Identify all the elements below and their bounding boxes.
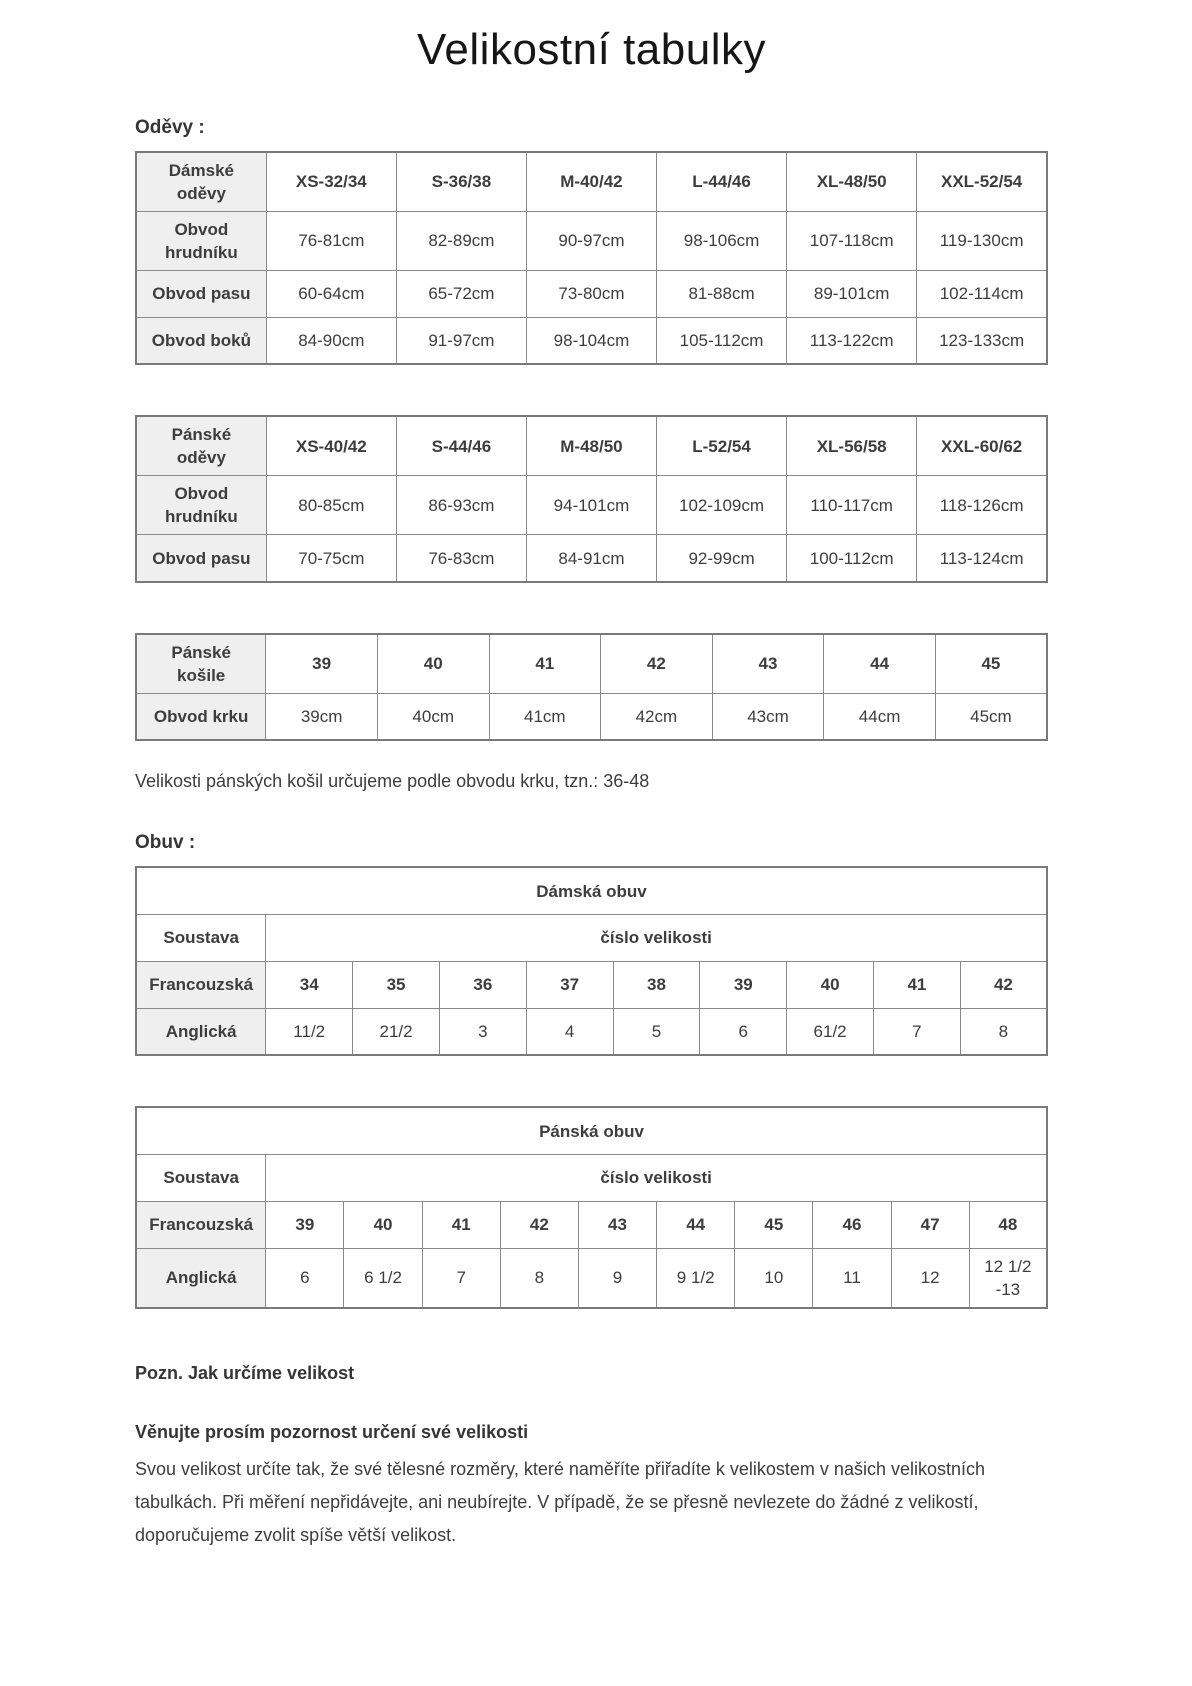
table-cell: L-52/54 — [657, 416, 787, 476]
table-cell: 8 — [500, 1248, 578, 1308]
table-cell: 81-88cm — [657, 270, 787, 317]
table-cell: 34 — [266, 961, 353, 1008]
table-cell: 7 — [422, 1248, 500, 1308]
table-row — [136, 270, 1047, 317]
clothing-section-heading: Oděvy : — [135, 116, 205, 138]
table-row — [136, 1201, 1047, 1248]
table-cell: 6 — [700, 1008, 787, 1055]
men-clothing-table — [135, 415, 1048, 583]
table-cell: Soustava — [136, 914, 266, 961]
table-cell: Soustava — [136, 1154, 266, 1201]
table-cell: M-40/42 — [526, 152, 656, 212]
table-cell: XL-48/50 — [787, 152, 917, 212]
table-cell: XS-32/34 — [266, 152, 396, 212]
table-cell: 36 — [439, 961, 526, 1008]
table-cell: 102-114cm — [917, 270, 1047, 317]
table-cell: 39 — [266, 634, 378, 694]
table-cell: 6 1/2 — [344, 1248, 422, 1308]
table-cell: 43 — [578, 1201, 656, 1248]
note-subheading: Věnujte prosím pozornost určení své velikosti — [135, 1421, 529, 1442]
table-cell: 76-83cm — [396, 535, 526, 582]
table-cell: 40 — [787, 961, 874, 1008]
table-row — [136, 867, 1047, 914]
note-heading: Pozn. Jak určíme velikost — [135, 1362, 355, 1383]
table-cell: 48 — [969, 1201, 1047, 1248]
table-cell: 84-91cm — [526, 535, 656, 582]
table-cell: 119-130cm — [917, 211, 1047, 270]
table-cell: 42 — [601, 634, 713, 694]
shoes-section-heading: Obuv : — [135, 832, 196, 854]
row-header-cell: Obvod pasu — [136, 270, 266, 317]
table-cell: 43cm — [712, 693, 824, 740]
table-cell: 40 — [344, 1201, 422, 1248]
table-cell: Pánská obuv — [136, 1107, 1047, 1154]
table-row — [136, 961, 1047, 1008]
row-header-cell: Francouzská — [136, 1201, 266, 1248]
table-cell: 70-75cm — [266, 535, 396, 582]
table-cell: číslo velikosti — [266, 914, 1047, 961]
table-cell: 47 — [891, 1201, 969, 1248]
table-cell: 42cm — [601, 693, 713, 740]
row-header-cell: Obvod krku — [136, 693, 266, 740]
table-row — [136, 152, 1047, 212]
table-row — [136, 634, 1047, 694]
women-shoes-table — [135, 866, 1048, 1056]
table-cell: 12 1/2 -13 — [969, 1248, 1047, 1308]
table-row — [136, 1008, 1047, 1055]
table-cell: 42 — [500, 1201, 578, 1248]
table-cell: 91-97cm — [396, 317, 526, 364]
table-cell: Dámská obuv — [136, 867, 1047, 914]
table-cell: 76-81cm — [266, 211, 396, 270]
table-cell: 5 — [613, 1008, 700, 1055]
table-cell: 94-101cm — [526, 476, 656, 535]
row-header-cell: Pánské oděvy — [136, 416, 266, 476]
table-cell: 90-97cm — [526, 211, 656, 270]
table-cell: 105-112cm — [657, 317, 787, 364]
table-cell: 42 — [960, 961, 1047, 1008]
table-cell: XXL-60/62 — [917, 416, 1047, 476]
row-header-cell: Obvod pasu — [136, 535, 266, 582]
table-cell: 39 — [266, 1201, 344, 1248]
table-cell: 92-99cm — [657, 535, 787, 582]
table-row — [136, 1248, 1047, 1308]
row-header-cell: Obvod hrudníku — [136, 211, 266, 270]
table-cell: 40cm — [377, 693, 489, 740]
table-cell: 100-112cm — [787, 535, 917, 582]
row-header-cell: Obvod boků — [136, 317, 266, 364]
table-cell: 9 1/2 — [657, 1248, 735, 1308]
table-cell: 39cm — [266, 693, 378, 740]
table-cell: XL-56/58 — [787, 416, 917, 476]
table-cell: XXL-52/54 — [917, 152, 1047, 212]
table-cell: L-44/46 — [657, 152, 787, 212]
table-row — [136, 317, 1047, 364]
table-cell: 8 — [960, 1008, 1047, 1055]
men-shoes-table — [135, 1106, 1048, 1309]
table-cell: 86-93cm — [396, 476, 526, 535]
table-row — [136, 535, 1047, 582]
men-shirts-table — [135, 633, 1048, 742]
table-cell: 43 — [712, 634, 824, 694]
table-cell: 113-124cm — [917, 535, 1047, 582]
table-cell: 89-101cm — [787, 270, 917, 317]
table-cell: 110-117cm — [787, 476, 917, 535]
row-header-cell: Anglická — [136, 1248, 266, 1308]
table-cell: 12 — [891, 1248, 969, 1308]
table-cell: 45cm — [935, 693, 1047, 740]
table-cell: 113-122cm — [787, 317, 917, 364]
row-header-cell: Obvod hrudníku — [136, 476, 266, 535]
table-cell: 35 — [353, 961, 440, 1008]
table-cell: 107-118cm — [787, 211, 917, 270]
table-row — [136, 211, 1047, 270]
table-cell: 41 — [874, 961, 961, 1008]
table-row — [136, 693, 1047, 740]
table-cell: 44cm — [824, 693, 936, 740]
table-cell: 40 — [377, 634, 489, 694]
table-row — [136, 1154, 1047, 1201]
table-cell: XS-40/42 — [266, 416, 396, 476]
table-cell: 3 — [439, 1008, 526, 1055]
table-cell: 41 — [489, 634, 601, 694]
table-cell: 118-126cm — [917, 476, 1047, 535]
table-cell: 82-89cm — [396, 211, 526, 270]
table-cell: 61/2 — [787, 1008, 874, 1055]
table-cell: 9 — [578, 1248, 656, 1308]
table-cell: 44 — [657, 1201, 735, 1248]
shirt-sizing-note: Velikosti pánských košil určujeme podle obvodu krku, tzn.: 36-48 — [135, 771, 650, 792]
table-cell: 73-80cm — [526, 270, 656, 317]
table-cell: 44 — [824, 634, 936, 694]
table-cell: 98-106cm — [657, 211, 787, 270]
row-header-cell: Anglická — [136, 1008, 266, 1055]
table-cell: 6 — [266, 1248, 344, 1308]
row-header-cell: Francouzská — [136, 961, 266, 1008]
table-cell: 39 — [700, 961, 787, 1008]
table-cell: 38 — [613, 961, 700, 1008]
table-cell: S-44/46 — [396, 416, 526, 476]
table-cell: 37 — [526, 961, 613, 1008]
page-title: Velikostní tabulky — [417, 25, 766, 74]
note-paragraph: Svou velikost určíte tak, že své tělesné rozměry, které naměříte přiřadíte k velikostem v našich velikostních tabulkách. Při měření nepřidávejte, ani neubírejte. V případě, že se přesně nevlezete do žádné z velikostí, doporučujeme zvolit spíše větší velikost. — [135, 1458, 986, 1545]
table-cell: 45 — [735, 1201, 813, 1248]
table-cell: číslo velikosti — [266, 1154, 1047, 1201]
table-cell: 123-133cm — [917, 317, 1047, 364]
table-cell: 7 — [874, 1008, 961, 1055]
row-header-cell: Pánské košile — [136, 634, 266, 694]
table-cell: 102-109cm — [657, 476, 787, 535]
table-cell: 80-85cm — [266, 476, 396, 535]
table-cell: 10 — [735, 1248, 813, 1308]
table-cell: 46 — [813, 1201, 891, 1248]
table-cell: 60-64cm — [266, 270, 396, 317]
table-cell: 21/2 — [353, 1008, 440, 1055]
row-header-cell: Dámské oděvy — [136, 152, 266, 212]
table-cell: 41 — [422, 1201, 500, 1248]
table-cell: 4 — [526, 1008, 613, 1055]
table-cell: 84-90cm — [266, 317, 396, 364]
women-clothing-table — [135, 151, 1048, 366]
table-cell: 41cm — [489, 693, 601, 740]
table-cell: M-48/50 — [526, 416, 656, 476]
table-row — [136, 476, 1047, 535]
table-cell: 11 — [813, 1248, 891, 1308]
table-cell: 65-72cm — [396, 270, 526, 317]
table-cell: 98-104cm — [526, 317, 656, 364]
table-cell: S-36/38 — [396, 152, 526, 212]
table-cell: 45 — [935, 634, 1047, 694]
table-row — [136, 1107, 1047, 1154]
document-page — [135, 0, 1048, 1672]
table-cell: 11/2 — [266, 1008, 353, 1055]
table-row — [136, 914, 1047, 961]
table-row — [136, 416, 1047, 476]
